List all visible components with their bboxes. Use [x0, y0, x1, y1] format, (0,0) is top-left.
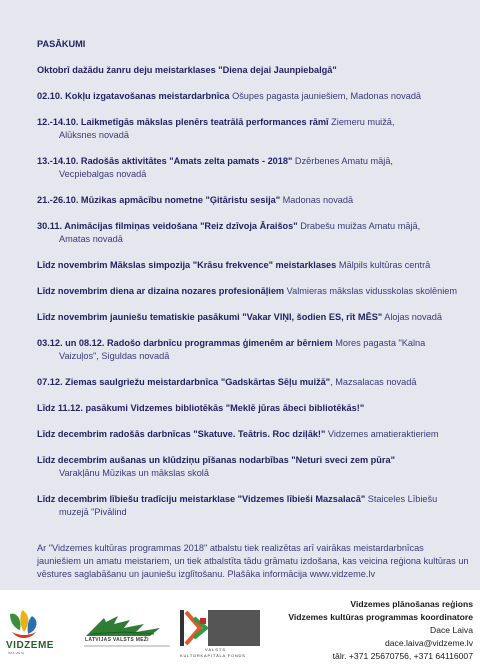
info-note: Ar "Vidzemes kultūras programmas 2018" atbalstu tiek realizētas arī vairākas meistardarbnīcas jauniešiem un amatu meistariem, un tiek atbalstīta tādu grāmatu izdošana, kas veicina reģiona kultūras un vēstures saglabāšanu un jauniešu izglītošanu. Plašāka informācija www.vidzeme.lv	[37, 543, 469, 579]
events-content	[37, 38, 469, 581]
event-item	[37, 454, 469, 480]
event-title: Oktobrī dažādu žanru deju meistarklases "Diena dejai Jaunpiebalgā"	[37, 65, 337, 75]
event-title: 03.12. un 08.12. Radošo darbnīcu programmas ģimenēm ar bērniem	[37, 338, 333, 348]
event-location: Dzērbenes Amatu mājā,	[292, 156, 393, 166]
event-title: Līdz decembrim lībiešu tradīciju meistarklase "Vidzemes lībieši Mazsalacā"	[37, 494, 366, 504]
contact-organization: Vidzemes plānošanas reģions	[350, 599, 473, 609]
event-title: 21.-26.10. Mūzikas apmācību nometne "Ģitāristu sesija"	[37, 195, 281, 205]
event-title: 13.-14.10. Radošās aktivitātes "Amats zelta pamats - 2018"	[37, 156, 293, 166]
event-location: Mores pagasta "Kalna	[332, 338, 426, 348]
event-item	[37, 376, 469, 389]
event-title: Līdz novembrim jauniešu tematiskie pasākumi "Vakar VIŅI, šodien ES, rīt MĒS"	[37, 312, 383, 322]
event-title: Līdz novembrim diena ar dizaina nozares profesionāļiem	[37, 286, 285, 296]
event-location: Ošupes pagasta jauniešiem, Madonas novadā	[229, 91, 422, 101]
event-location-continued: Alūksnes novadā	[59, 130, 129, 140]
contact-name: Dace Laiva	[430, 625, 473, 635]
event-location: Vidzemes amatieraktieriem	[325, 429, 439, 439]
contact-email[interactable]: dace.laiva@vidzeme.lv	[384, 638, 473, 648]
vidzeme-logo-subtext: ĪSTĀ VIETA	[8, 651, 24, 655]
event-location: Ziemeru muižā,	[328, 117, 395, 127]
contact-phone: tālr. +371 25670756, +371 64116007	[332, 651, 473, 661]
event-title: 02.10. Kokļu izgatavošanas meistardarbnīca	[37, 91, 230, 101]
event-location: Drabešu muižas Amatu mājā,	[297, 221, 421, 231]
event-location-continued: muzejā "Pivālind	[59, 507, 127, 517]
event-location: , Mazsalacas novadā	[330, 377, 417, 387]
vidzeme-logo-text: VIDZEME	[6, 640, 54, 651]
event-item	[37, 428, 469, 441]
event-item	[37, 155, 469, 181]
event-item	[37, 90, 469, 103]
vkkf-logo-text-2: KULTŪRKAPITĀLA FONDS	[180, 653, 246, 658]
event-title: Līdz decembrim radošās darbnīcas "Skatuve. Teātris. Roc dziļāk!"	[37, 429, 326, 439]
lvm-logo-icon	[84, 614, 170, 654]
event-item	[37, 311, 469, 324]
event-title: Līdz novembrim Mākslas simpozija "Krāsu frekvence" meistarklases	[37, 260, 337, 270]
event-item	[37, 493, 469, 519]
event-title: Līdz decembrim aušanas un klūdziņu pīšanas nodarbības "Neturi sveci zem pūra"	[37, 455, 395, 465]
event-location-continued: Varakļānu Mūzikas un mākslas skolā	[59, 468, 209, 478]
vkkf-logo-text-1: VALSTS	[205, 647, 227, 652]
event-location: Valmieras mākslas vidusskolas skolēniem	[284, 286, 458, 296]
contact-block	[288, 598, 473, 663]
event-item	[37, 402, 469, 415]
event-item	[37, 194, 469, 207]
event-location-continued: Vecpiebalgas novadā	[59, 169, 147, 179]
event-title: 07.12. Ziemas saulgriežu meistardarbnīca "Gadskārtas Sēļu muižā"	[37, 377, 331, 387]
event-title: 30.11. Animācijas filmiņas veidošana "Reiz dzīvoja Āraišos"	[37, 221, 298, 231]
event-item	[37, 116, 469, 142]
contact-role: Vidzemes kultūras programmas koordinatore	[288, 612, 473, 622]
event-title: 12.-14.10. Laikmetīgās mākslas plenērs teatrālā performances rāmī	[37, 117, 329, 127]
event-location-continued: Amatas novadā	[59, 234, 123, 244]
lvm-logo-text: LATVIJAS VALSTS MEŽI	[85, 637, 149, 643]
event-item	[37, 285, 469, 298]
event-item	[37, 220, 469, 246]
event-item	[37, 259, 469, 272]
event-location: Mālpils kultūras centrā	[336, 260, 431, 270]
event-location-continued: Vaizuļos", Siguldas novadā	[59, 351, 170, 361]
events-list	[37, 64, 469, 519]
event-location: Madonas novadā	[280, 195, 354, 205]
event-item	[37, 64, 469, 77]
event-location: Alojas novadā	[382, 312, 442, 322]
events-heading: PASĀKUMI	[37, 39, 86, 49]
event-title: Līdz 11.12. pasākumi Vidzemes bibliotēkās "Meklē jūras ābeci bibliotēkās!"	[37, 403, 365, 413]
event-item	[37, 337, 469, 363]
event-location: Staiceles Lībiešu	[365, 494, 438, 504]
